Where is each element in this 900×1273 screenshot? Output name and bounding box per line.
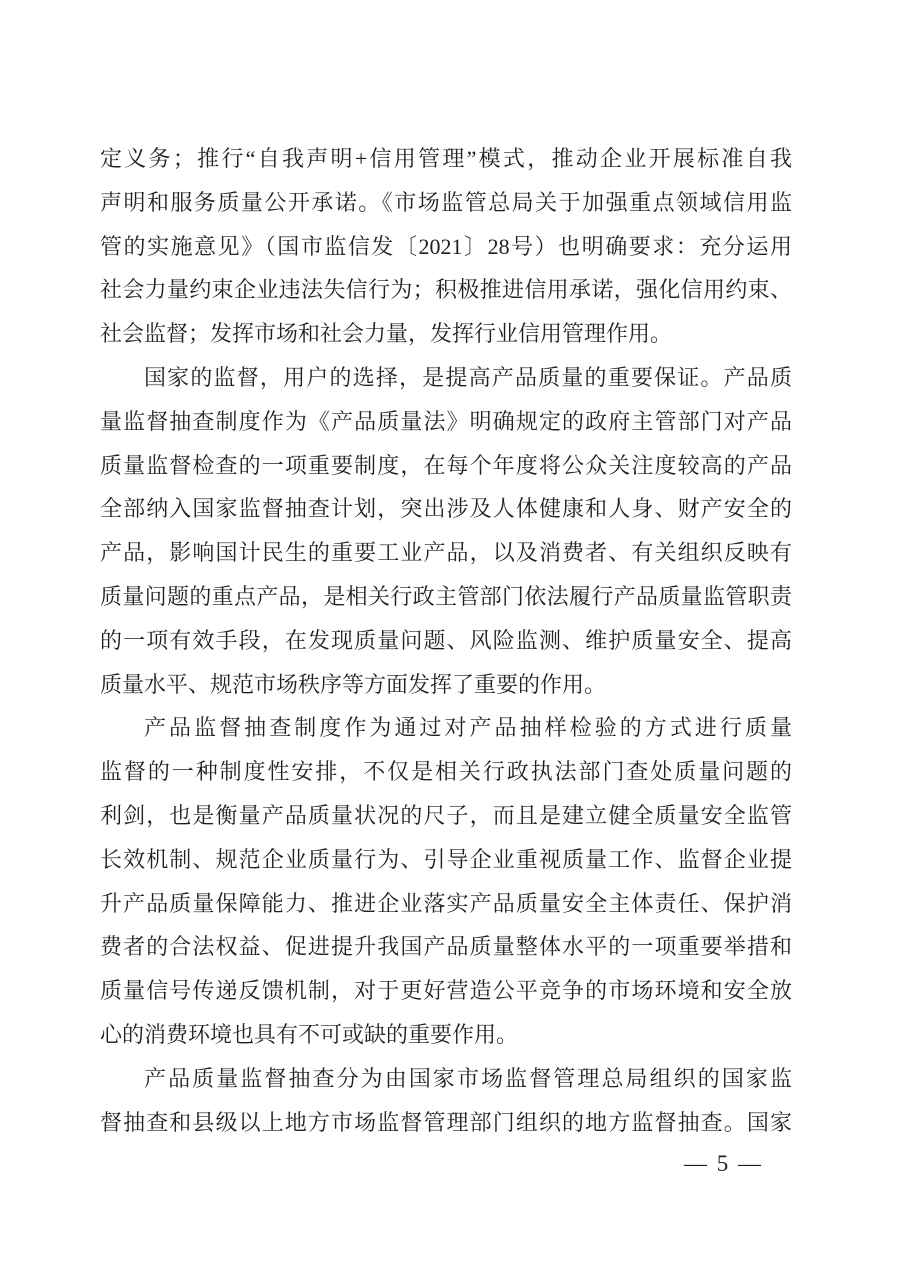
text-line: 声明和服务质量公开承诺。《市场监管总局关于加强重点领域信用监 (100, 189, 792, 215)
text-line: 质量信号传递反馈机制，对于更好营造公平竞争的市场环境和安全放 (100, 978, 792, 1004)
paragraph-1 (100, 137, 792, 356)
text-line: 质量监督检查的一项重要制度，在每个年度将公众关注度较高的产品 (100, 452, 792, 478)
text-line: 定义务；推行“自我声明+信用管理”模式，推动企业开展标准自我 (100, 146, 792, 171)
text-line: 费者的合法权益、促进提升我国产品质量整体水平的一项重要举措和 (100, 934, 792, 960)
text-block (100, 137, 792, 1144)
text-line: 升产品质量保障能力、推进企业落实产品质量安全主体责任、保护消 (100, 890, 792, 916)
text-line: 产品质量监督抽查分为由国家市场监督管理总局组织的国家监 (144, 1065, 792, 1091)
text-line: 量监督抽查制度作为《产品质量法》明确规定的政府主管部门对产品 (100, 408, 792, 434)
paragraph-4 (100, 1057, 792, 1145)
text-line: 质量问题的重点产品，是相关行政主管部门依法履行产品质量监管职责 (100, 583, 792, 609)
text-line: 社会监督；发挥市场和社会力量，发挥行业信用管理作用。 (100, 321, 673, 347)
text-line: 的一项有效手段，在发现质量问题、风险监测、维护质量安全、提高 (100, 627, 792, 653)
text-line: 长效机制、规范企业质量行为、引导企业重视质量工作、监督企业提 (100, 846, 792, 872)
text-line: 监督的一种制度性安排，不仅是相关行政执法部门查处质量问题的 (100, 759, 792, 785)
text-line: 全部纳入国家监督抽查计划，突出涉及人体健康和人身、财产安全的 (100, 496, 792, 522)
text-line: 管的实施意见》（国市监信发〔2021〕28号）也明确要求：充分运用 (100, 233, 792, 259)
text-line: 心的消费环境也具有不可或缺的重要作用。 (100, 1021, 519, 1047)
text-line: 国家的监督，用户的选择，是提高产品质量的重要保证。产品质 (144, 364, 792, 390)
text-line: 利剑，也是衡量产品质量状况的尺子，而且是建立健全质量安全监管 (100, 802, 792, 828)
text-line: 社会力量约束企业违法失信行为；积极推进信用承诺，强化信用约束、 (100, 277, 792, 303)
paragraph-3 (100, 706, 792, 1056)
text-line: 质量水平、规范市场秩序等方面发挥了重要的作用。 (100, 671, 607, 697)
text-line: 产品监督抽查制度作为通过对产品抽样检验的方式进行质量 (144, 715, 792, 741)
text-line: 督抽查和县级以上地方市场监督管理部门组织的地方监督抽查。国家 (100, 1109, 792, 1135)
paragraph-2 (100, 356, 792, 706)
page-number: — 5 — (684, 1151, 763, 1176)
text-line: 产品，影响国计民生的重要工业产品，以及消费者、有关组织反映有 (100, 540, 792, 566)
